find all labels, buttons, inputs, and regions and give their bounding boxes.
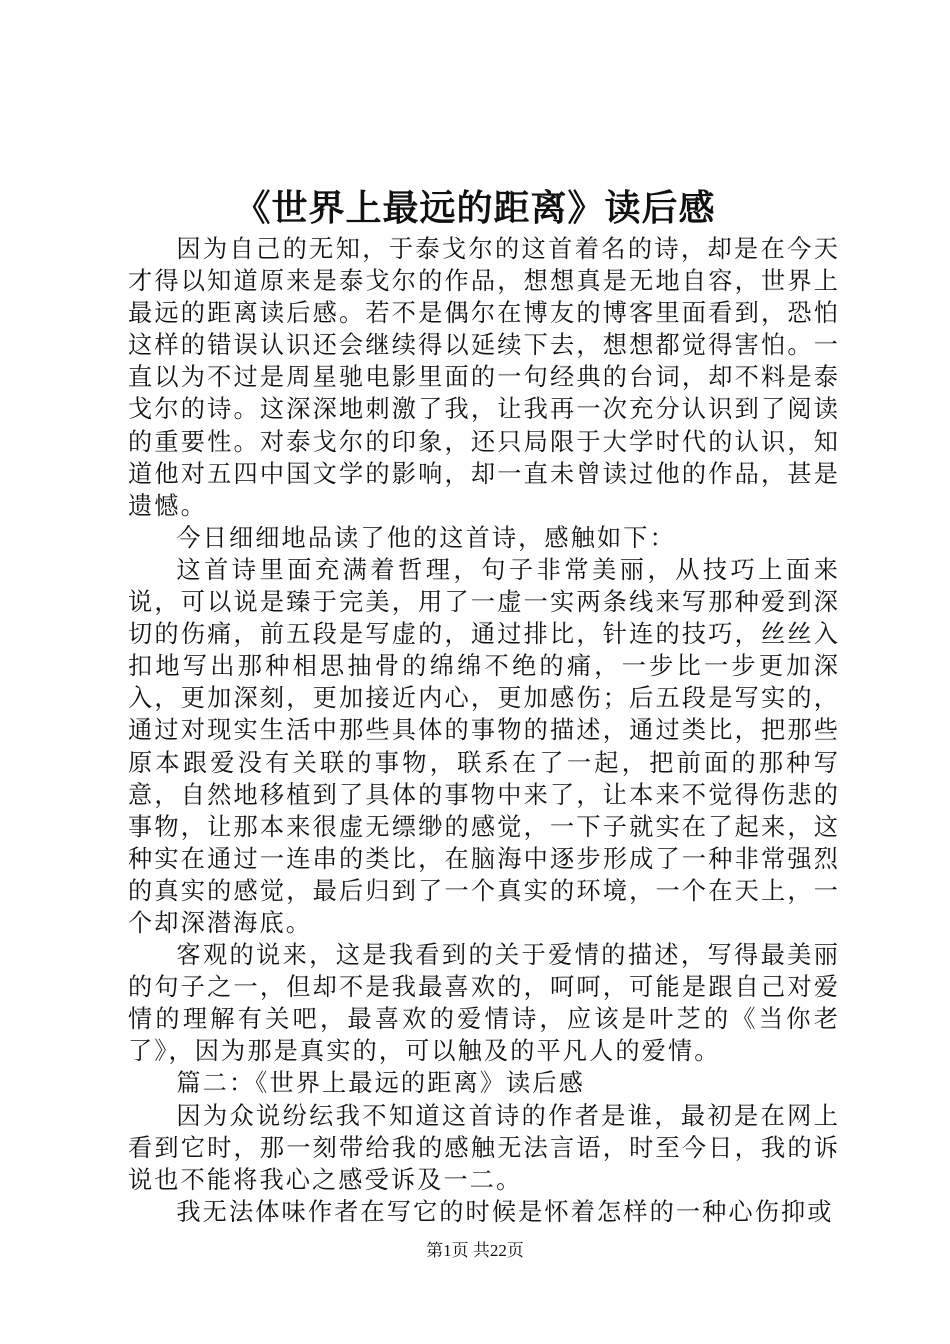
page-title: 《世界上最远的距离》读后感 <box>234 187 716 229</box>
paragraph: 我无法体味作者在写它的时候是怀着怎样的一种心伤抑或 <box>176 1197 834 1226</box>
paragraph: 客观的说来，这是我看到的关于爱情的描述，写得最美丽的句子之一，但却不是我最喜欢的，呵呵，可能是跟自己对爱情的理解有关吧，最喜欢的爱情诗，应该是叶芝的《当你老了》，因为那是真实的，可以触及的平凡人的爱情。 <box>128 941 840 1066</box>
paragraph: 今日细细地品读了他的这首诗，感触如下： <box>176 523 676 552</box>
document-body <box>128 233 840 1228</box>
paragraph: 因为自己的无知，于泰戈尔的这首着名的诗，却是在今天才得以知道原来是泰戈尔的作品，想想真是无地自容，世界上最远的距离读后感。若不是偶尔在博友的博客里面看到，恐怕这样的错误认识还会继续得以延续下去，想想都觉得害怕。一直以为不过是周星驰电影里面的一句经典的台词，却不料是泰戈尔的诗。这深深地刺激了我，让我再一次充分认识到了阅读的重要性。对泰戈尔的印象，还只局限于大学时代的认识，知道他对五四中国文学的影响，却一直未曾读过他的作品，甚是遗憾。 <box>128 235 840 520</box>
page-footer: 第1页 共22页 <box>426 1241 524 1260</box>
paragraph: 这首诗里面充满着哲理，句子非常美丽，从技巧上面来说，可以说是臻于完美，用了一虚一实两条线来写那种爱到深切的伤痛，前五段是写虚的，通过排比，针连的技巧，丝丝入扣地写出那种相思抽骨的绵绵不绝的痛，一步比一步更加深入，更加深刻，更加接近内心，更加感伤；后五段是写实的，通过对现实生活中那些具体的事物的描述，通过类比，把那些原本跟爱没有关联的事物，联系在了一起，把前面的那种写意，自然地移植到了具体的事物中来了，让本来不觉得伤悲的事物，让那本来很虚无缥缈的感觉，一下子就实在了起来，这种实在通过一连串的类比，在脑海中逐步形成了一种非常强烈的真实的感觉，最后归到了一个真实的环境，一个在天上，一个却深潜海底。 <box>128 555 840 937</box>
section-heading: 篇二：《世界上最远的距离》读后感 <box>176 1069 585 1098</box>
paragraph: 因为众说纷纭我不知道这首诗的作者是谁，最初是在网上看到它时，那一刻带给我的感触无法言语，时至今日，我的诉说也不能将我心之感受诉及一二。 <box>128 1101 840 1194</box>
